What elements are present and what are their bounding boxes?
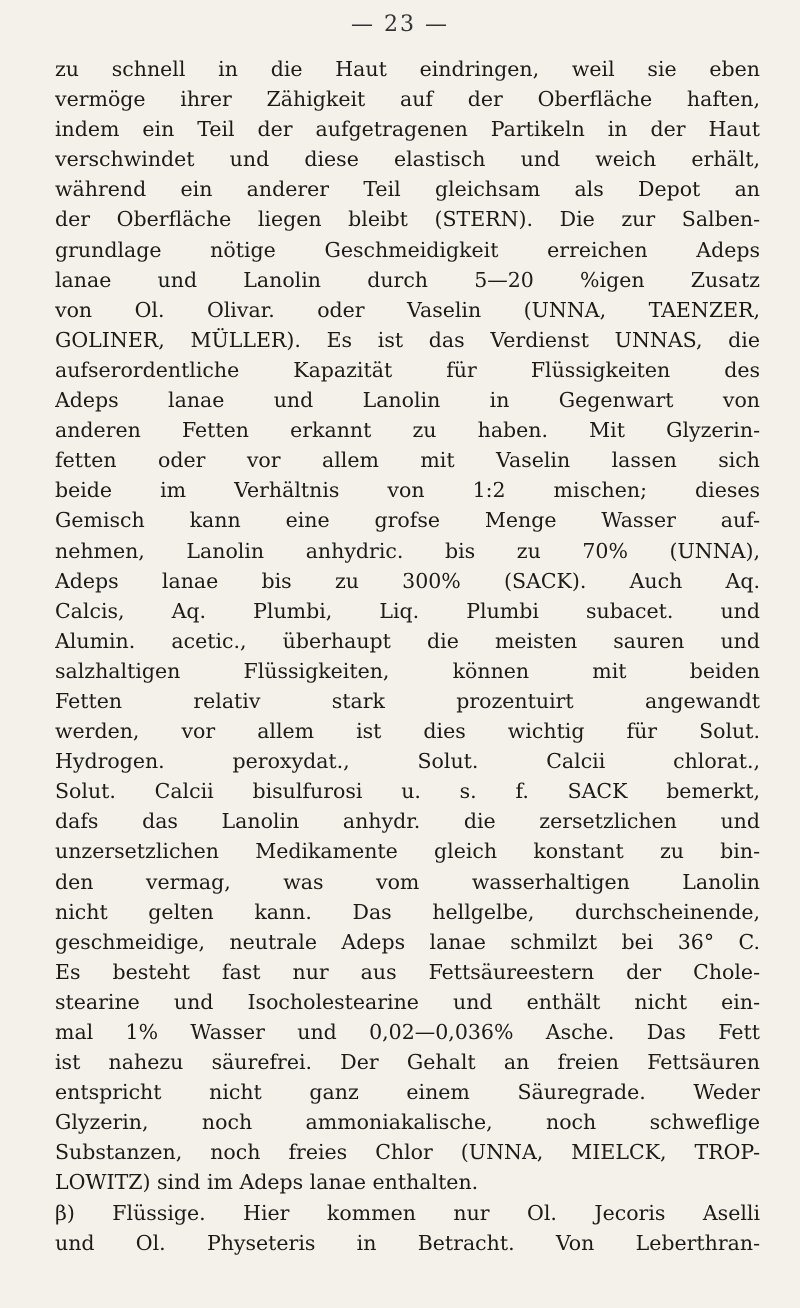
text-line: mal 1% Wasser und 0,02—0,036% Asche. Das Fett xyxy=(55,1020,760,1044)
text-line: grundlage nötige Geschmeidigkeit erreichen Adeps xyxy=(55,237,760,262)
text-line: β) Flüssige. Hier kommen nur Ol. Jecoris Aselli xyxy=(55,1200,760,1225)
text-line: lanae und Lanolin durch 5—20 %igen Zusatz xyxy=(55,267,760,292)
text-line: werden, vor allem ist dies wichtig für Solut. xyxy=(55,719,760,744)
text-line: Alumin. acetic., überhaupt die meisten sauren und xyxy=(55,628,760,653)
text-line: Gemisch kann eine grofse Menge Wasser auf- xyxy=(55,508,760,533)
text-line: vermöge ihrer Zähigkeit auf der Oberfläche haften, xyxy=(55,87,760,112)
text-line: Hydrogen. peroxydat., Solut. Calcii chlorat., xyxy=(55,749,760,774)
text-line: aufserordentliche Kapazität für Flüssigkeiten des xyxy=(55,357,760,382)
page-number: — 23 — xyxy=(351,12,449,37)
text-line: zu schnell in die Haut eindringen, weil sie eben xyxy=(55,57,760,81)
text-line: beide im Verhältnis von 1:2 mischen; dieses xyxy=(55,478,760,503)
text-line: unzersetzlichen Medikamente gleich konstant zu bin- xyxy=(55,839,760,864)
text-line: anderen Fetten erkannt zu haben. Mit Glyzerin- xyxy=(55,418,760,443)
text-line: während ein anderer Teil gleichsam als Depot an xyxy=(55,177,760,202)
text-line: GOLINER, MÜLLER). Es ist das Verdienst UNNAS, die xyxy=(55,327,760,352)
text-line: Adeps lanae und Lanolin in Gegenwart von xyxy=(55,388,760,413)
text-line: Substanzen, noch freies Chlor (UNNA, MIELCK, TROP- xyxy=(55,1140,760,1165)
text-line: geschmeidige, neutrale Adeps lanae schmilzt bei 36° C. xyxy=(55,929,760,954)
text-line: dafs das Lanolin anhydr. die zersetzlichen und xyxy=(55,809,760,834)
text-line: von Ol. Olivar. oder Vaselin (UNNA, TAENZER, xyxy=(55,297,760,322)
text-line: Calcis, Aq. Plumbi, Liq. Plumbi subacet. und xyxy=(55,598,760,623)
text-line: Fetten relativ stark prozentuirt angewandt xyxy=(55,688,760,713)
body-text xyxy=(55,54,760,1258)
text-line: LOWITZ) sind im Adeps lanae enthalten. xyxy=(55,1170,479,1195)
text-line: und Ol. Physeteris in Betracht. Von Leberthran- xyxy=(55,1230,760,1255)
text-line: nicht gelten kann. Das hellgelbe, durchscheinende, xyxy=(55,899,760,924)
text-line: stearine und Isocholestearine und enthält nicht ein- xyxy=(55,989,760,1014)
text-line: verschwindet und diese elastisch und weich erhält, xyxy=(55,147,760,172)
text-line: indem ein Teil der aufgetragenen Partikeln in der Haut xyxy=(55,117,760,142)
text-line: der Oberfläche liegen bleibt (STERN). Die zur Salben- xyxy=(55,207,760,232)
text-line: salzhaltigen Flüssigkeiten, können mit beiden xyxy=(55,658,760,683)
text-line: Es besteht fast nur aus Fettsäureestern der Chole- xyxy=(55,959,760,984)
text-line: Adeps lanae bis zu 300% (SACK). Auch Aq. xyxy=(55,568,760,593)
text-line: fetten oder vor allem mit Vaselin lassen sich xyxy=(55,448,760,473)
text-line: den vermag, was vom wasserhaltigen Lanolin xyxy=(55,869,760,894)
text-line: Solut. Calcii bisulfurosi u. s. f. SACK bemerkt, xyxy=(55,779,760,804)
text-line: nehmen, Lanolin anhydric. bis zu 70% (UNNA), xyxy=(55,538,760,563)
text-line: Glyzerin, noch ammoniakalische, noch schweflige xyxy=(55,1110,760,1135)
text-line: entspricht nicht ganz einem Säuregrade. Weder xyxy=(55,1080,760,1105)
text-line: ist nahezu säurefrei. Der Gehalt an freien Fettsäuren xyxy=(55,1050,760,1075)
